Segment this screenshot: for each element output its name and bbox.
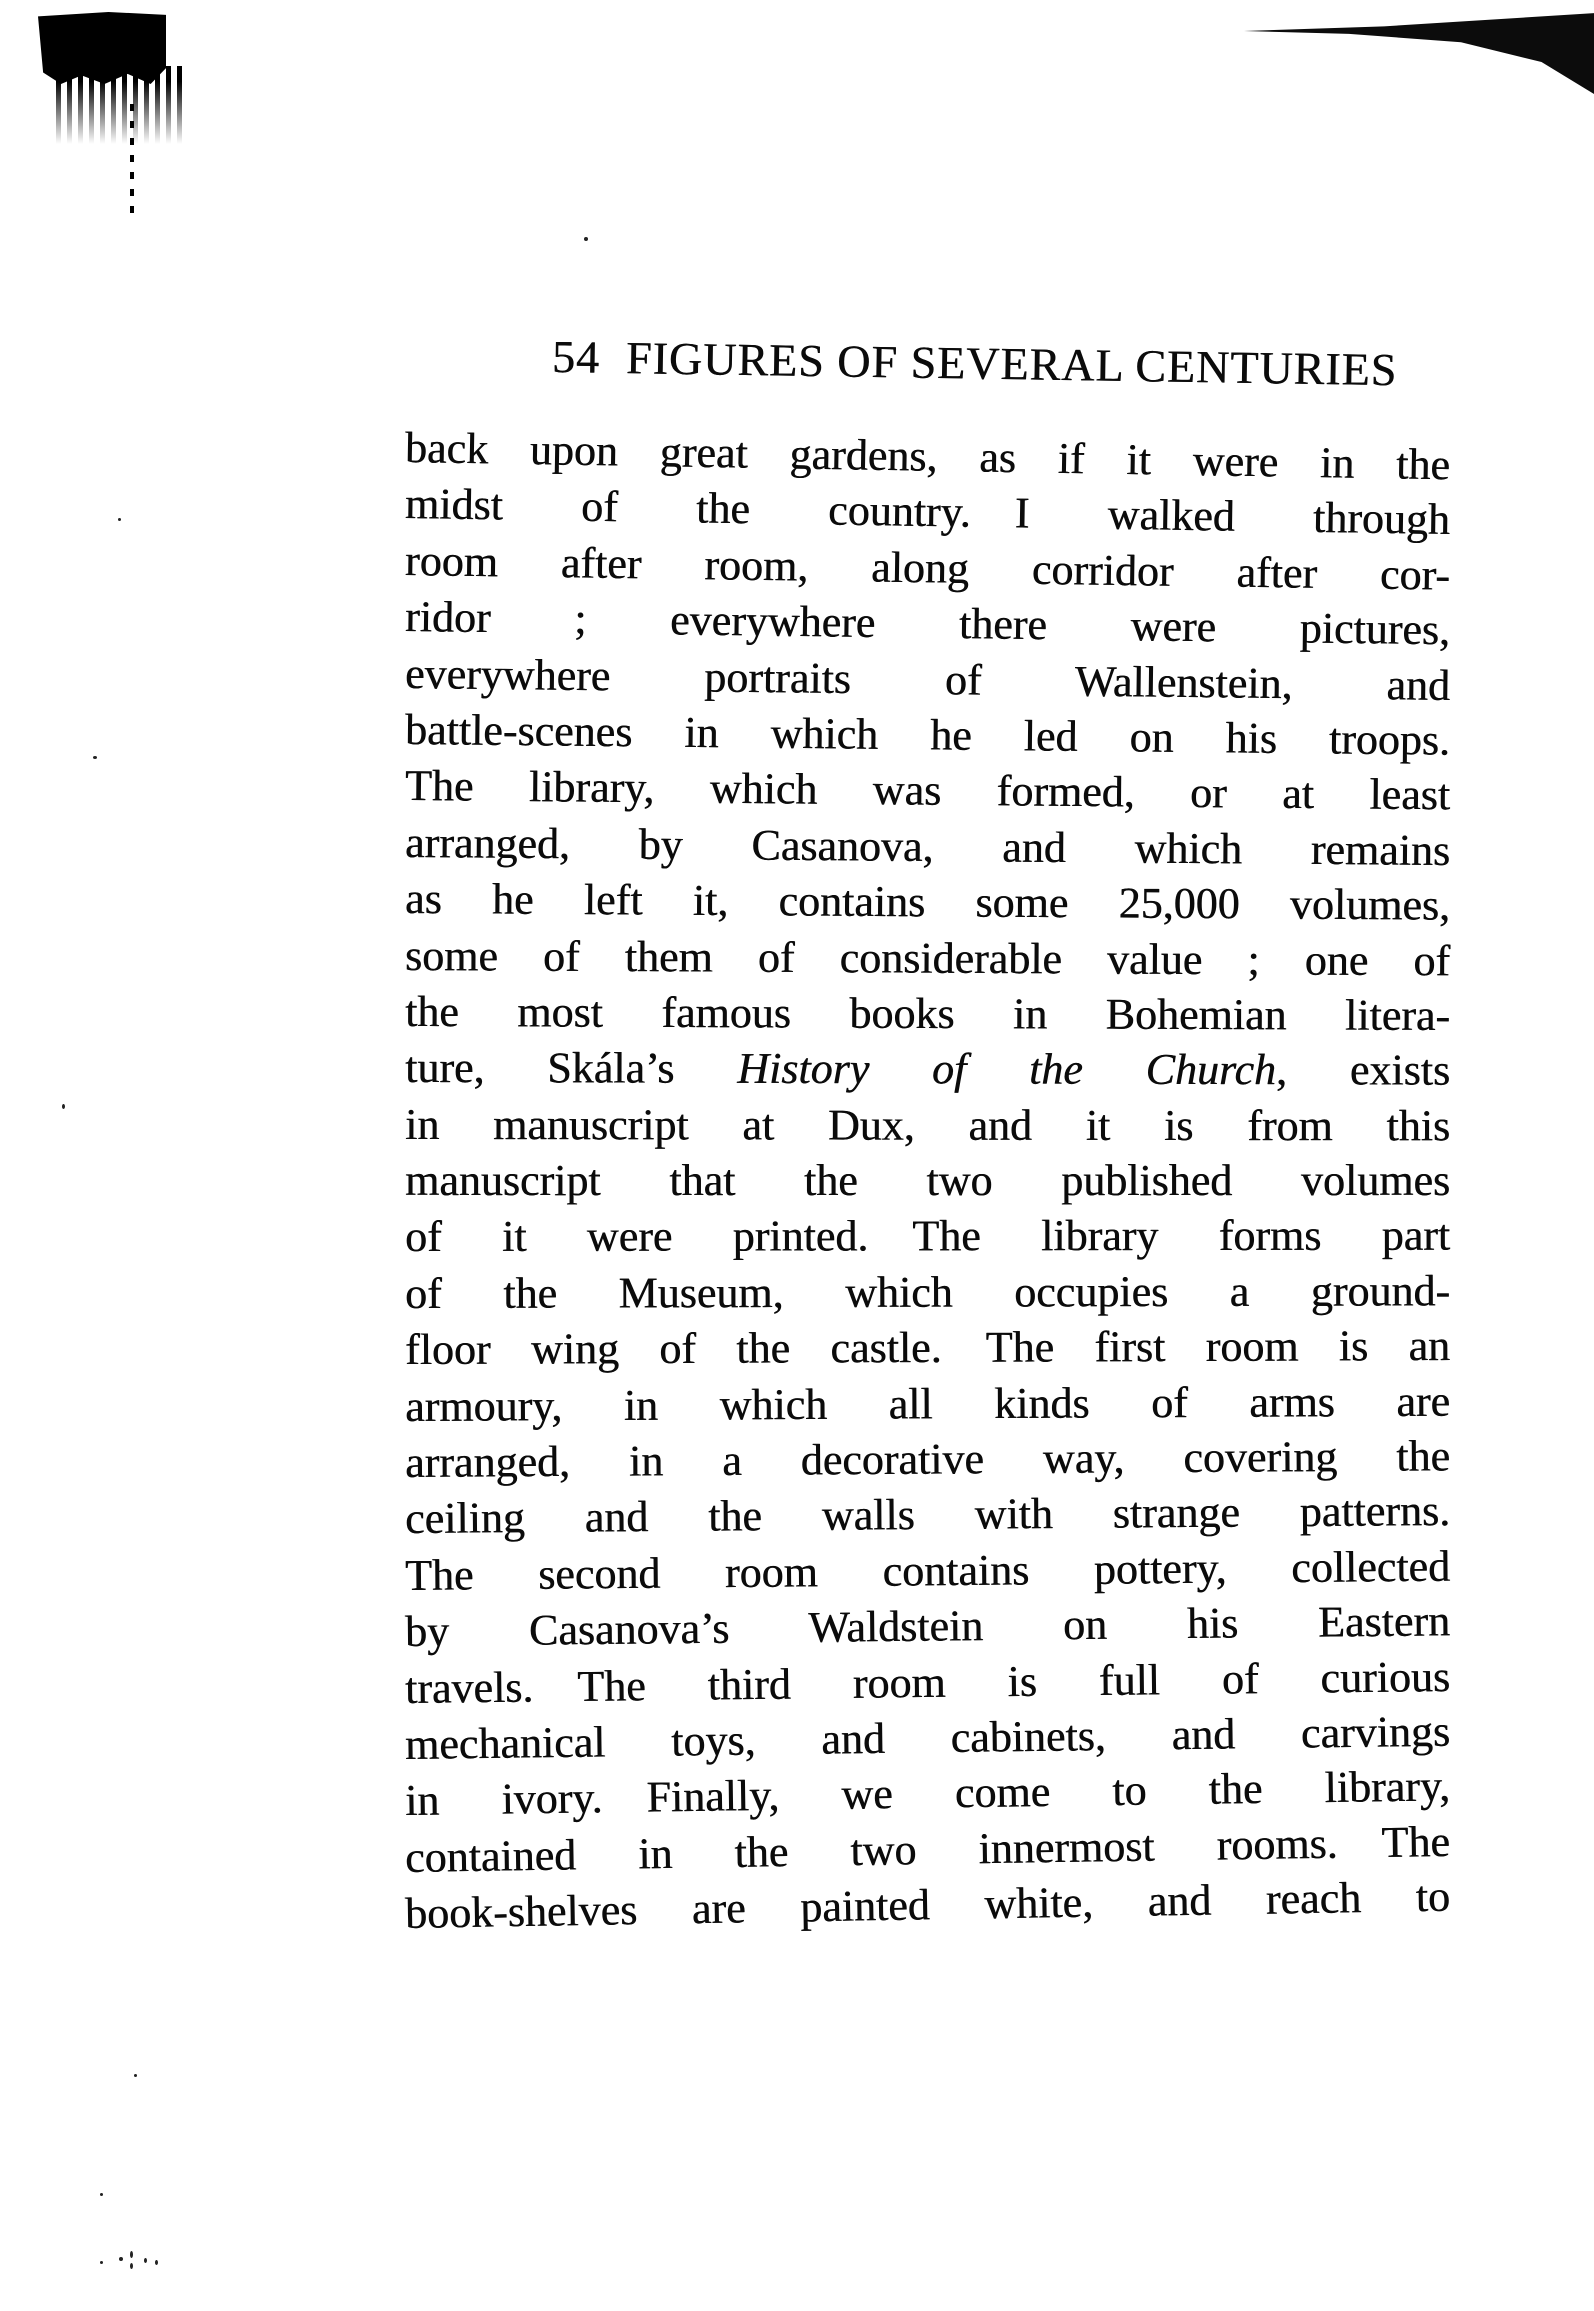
ink-speck — [62, 1104, 65, 1109]
ink-speck — [144, 2258, 147, 2263]
text-line: the most famous books in Bohemian litera- — [404, 986, 1451, 1040]
running-title: FIGURES OF SEVERAL CENTURIES — [625, 332, 1398, 396]
ink-speck — [584, 237, 588, 241]
text-line: some of them of considerable value ; one of — [404, 930, 1451, 985]
ink-speck — [100, 2261, 103, 2264]
text-line: as he left it, contains some 25,000 volumes, — [404, 874, 1451, 930]
text-line: arranged, by Casanova, and which remains — [404, 817, 1451, 875]
ink-speck — [130, 2251, 133, 2258]
ink-speck — [93, 756, 97, 759]
text-line: The second room contains pottery, collected — [404, 1541, 1451, 1600]
ink-speck — [134, 2074, 137, 2077]
text-line: manuscript that the two published volumes — [405, 1156, 1450, 1206]
ink-speck — [100, 2193, 103, 2196]
text-line: ture, Skála’s History of the Church, exists — [404, 1043, 1451, 1095]
text-line: in manuscript at Dux, and it is from this — [404, 1099, 1451, 1151]
page-curl-shadow — [1244, 0, 1594, 94]
text-line: room after room, along corridor after cor- — [404, 535, 1451, 600]
text-line: contained in the two innermost rooms. The — [404, 1816, 1451, 1882]
ink-speck — [118, 518, 121, 521]
ink-speck — [155, 2260, 158, 2265]
page-header — [551, 331, 1398, 396]
body-text — [405, 420, 1450, 1943]
ink-speck — [119, 2257, 123, 2261]
text-line: arranged, in a decorative way, covering the — [404, 1431, 1451, 1488]
ink-speck — [130, 2263, 133, 2269]
text-line: ridor ; everywhere there were pictures, — [404, 592, 1451, 655]
text-line: back upon great gardens, as if it were in the — [404, 423, 1451, 490]
text-line: travels. The third room is full of curious — [404, 1651, 1451, 1713]
ink-blot-streaks — [56, 66, 184, 144]
text-line: in ivory. Finally, we come to the library, — [404, 1761, 1451, 1826]
text-line: everywhere portraits of Wallenstein, and — [404, 648, 1451, 710]
text-line: ceiling and the walls with strange patterns. — [404, 1486, 1451, 1544]
text-line: book-shelves are painted white, and reach to — [404, 1871, 1451, 1939]
ink-blot-artifact — [38, 8, 188, 218]
text-line: by Casanova’s Waldstein on his Eastern — [404, 1596, 1451, 1657]
text-line: midst of the country. I walked through — [404, 479, 1451, 545]
text-line: floor wing of the castle. The first room is an — [404, 1321, 1451, 1375]
ink-blot-drip — [130, 104, 134, 222]
text-line: battle-scenes in which he led on his troops. — [404, 704, 1451, 765]
text-line: The library, which was formed, or at least — [404, 761, 1451, 820]
page-number: 54 — [551, 331, 601, 383]
text-line: of it were printed. The library forms part — [404, 1211, 1451, 1262]
text-line: armoury, in which all kinds of arms are — [404, 1376, 1451, 1431]
text-line: of the Museum, which occupies a ground- — [404, 1266, 1451, 1318]
book-title-italic: History of the Church — [737, 1044, 1276, 1095]
text-line: mechanical toys, and cabinets, and carvings — [404, 1706, 1451, 1769]
